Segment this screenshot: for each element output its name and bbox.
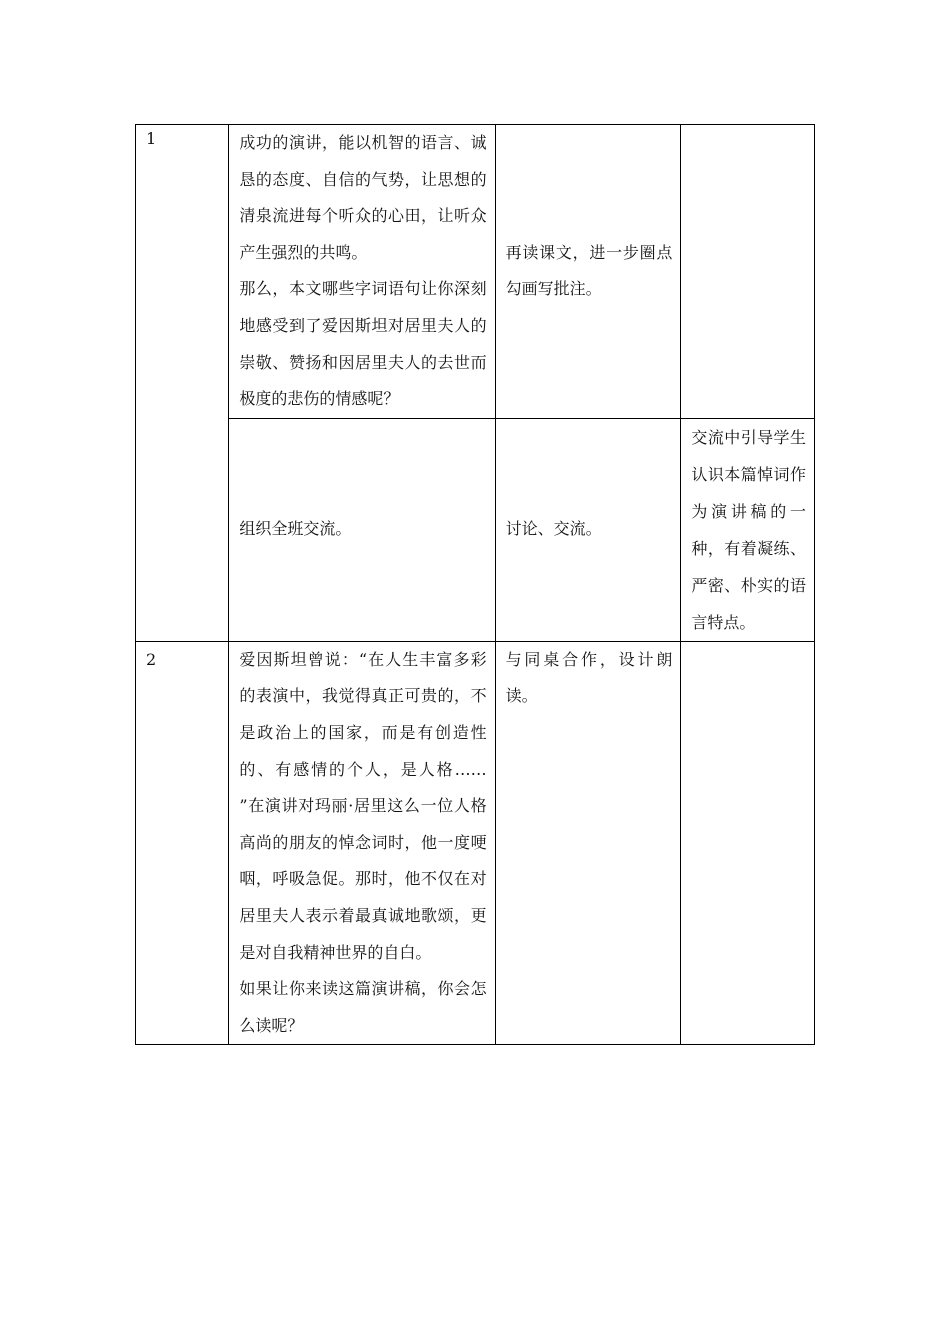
design-intent-cell (681, 418, 815, 641)
design-intent: 交流中引导学生认识本篇悼词作为演讲稿的一种，有着凝练、严密、朴实的语言特点。 (691, 427, 806, 632)
table-row (136, 641, 815, 1045)
step-number: 2 (146, 649, 157, 669)
teacher-paragraph: 那么，本文哪些字词语句让你深刻地感受到了爱因斯坦对居里夫人的崇敬、赞扬和因居里夫人的去世而极度的悲伤的情感呢？ (239, 279, 487, 409)
student-activity: 与同桌合作，设计朗读。 (505, 649, 673, 706)
teacher-activity (229, 511, 494, 548)
student-activity-cell (495, 418, 681, 641)
table-row (136, 125, 815, 419)
teacher-activity-cell (229, 125, 495, 419)
teacher-activity (229, 125, 494, 418)
student-activity: 再读课文，进一步圈点勾画写批注。 (505, 242, 673, 299)
student-activity-cell (495, 641, 681, 1045)
step-number-cell (136, 125, 229, 642)
teacher-activity-cell (229, 418, 495, 641)
step-number: 1 (146, 129, 157, 148)
student-activity-cell (495, 125, 681, 419)
design-intent-cell (681, 125, 815, 419)
teacher-activity (229, 642, 494, 1045)
lesson-plan-table (135, 124, 815, 1045)
teacher-paragraph: 成功的演讲，能以机智的语言、诚恳的态度、自信的气势，让思想的清泉流进每个听众的心田，让听众产生强烈的共鸣。 (239, 133, 487, 262)
teacher-activity-cell (229, 641, 495, 1045)
step-number-cell (136, 641, 229, 1045)
teacher-paragraph: 组织全班交流。 (239, 519, 352, 539)
table-row (136, 418, 815, 641)
teacher-paragraph: 爱因斯坦曾说：“在人生丰富多彩的表演中，我觉得真正可贵的，不是政治上的国家，而是有创造性的、有感情的个人，是人格…… ”在演讲对玛丽·居里这么一位人格高尚的朋友的悼念词时，他一度哽咽，呼吸急促。那时，他不仅在对居里夫人表示着最真诚地歌颂，更是对自我精神世界的自白。 (239, 649, 487, 962)
teacher-paragraph: 如果让你来读这篇演讲稿，你会怎么读呢？ (239, 979, 487, 1035)
student-activity: 讨论、交流。 (505, 519, 602, 539)
design-intent-cell (681, 641, 815, 1045)
